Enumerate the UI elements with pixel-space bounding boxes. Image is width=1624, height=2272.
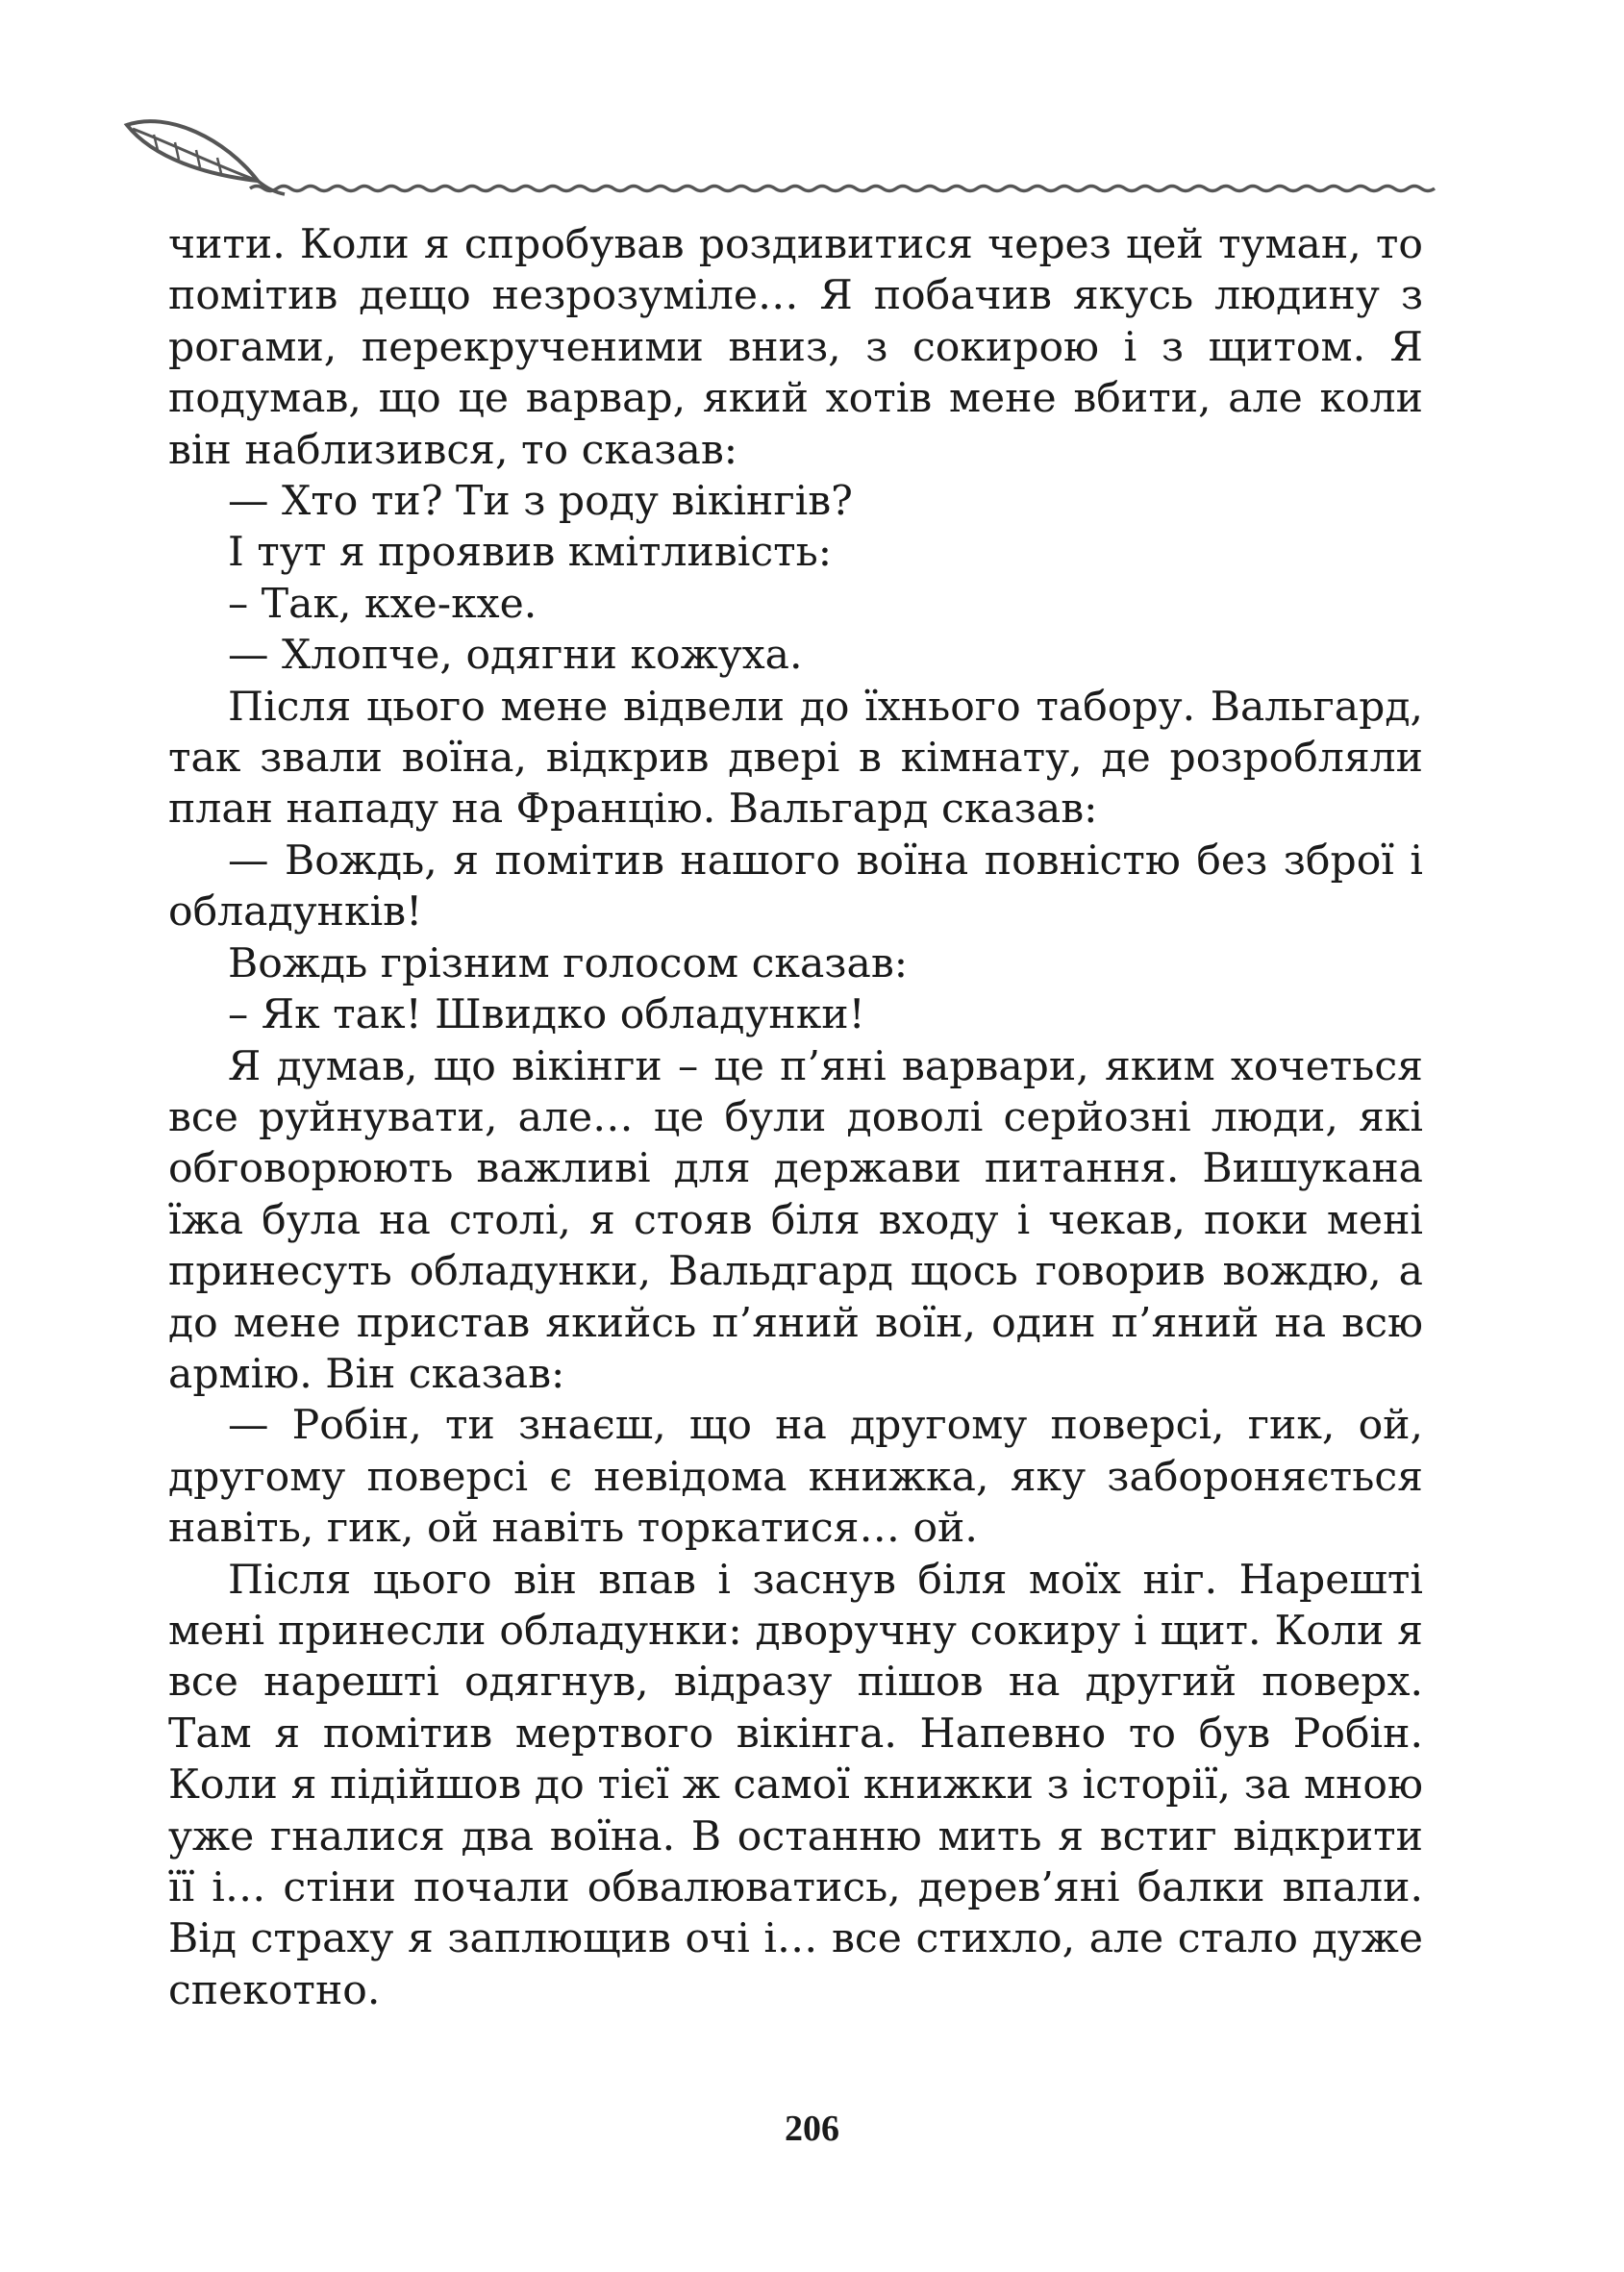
- paragraph: чити. Коли я спробував роздивитися через цей туман, то помітив дещо незрозуміле… Я побачив якусь людину з рогами, перекрученими вниз, з сокирою і з щитом. Я подумав, що це варвар, який хотів мене вбити, але коли він наблизився, то сказав:: [168, 221, 1423, 474]
- paragraph: Після цього мене відвели до їхнього табору. Вальгард, так звали воїна, відкрив двері в кімнату, де розробляли план нападу на Францію. Вальгард сказав:: [168, 683, 1423, 834]
- paragraph: І тут я проявив кмітливість:: [228, 529, 833, 577]
- paragraph: — Хто ти? Ти з роду вікінгів?: [228, 478, 853, 526]
- page-header-ornament: [115, 106, 1437, 202]
- paragraph: — Хлопче, одягни кожуха.: [228, 632, 803, 680]
- paragraph: — Робін, ти знаєш, що на другому поверсі, гик, ой, другому поверсі є невідома книжка, яку забороняється навіть, гик, ой навіть торкатися… ой.: [168, 1402, 1423, 1553]
- page-number: 206: [785, 2109, 839, 2149]
- paragraph: Після цього він впав і заснув біля моїх ніг. Нарешті мені принесли обладунки: дворучну сокиру і щит. Коли я все нарешті одягнув, відразу пішов на другий поверх. Там я помітив мертвого вікінга. Напевно то був Робін. Коли я підійшов до тієї ж самої книжки з історії, за мною уже гналися два воїна. В останню мить я встиг відкрити її і… стіни почали обвалюватись, дерев’яні балки впали. Від страху я заплющив очі і… все стихло, але стало дуже спекотно.: [168, 1556, 1423, 2014]
- paragraph: – Так, кхе-кхе.: [228, 580, 537, 628]
- paragraph: — Вождь, я помітив нашого воїна повністю без зброї і обладунків!: [168, 836, 1423, 936]
- body-text: [168, 219, 1423, 2016]
- wavy-line: [115, 106, 1437, 202]
- paragraph: Вождь грізним голосом сказав:: [228, 939, 909, 987]
- paragraph: – Як так! Швидко обладунки!: [228, 991, 865, 1039]
- paragraph: Я думав, що вікінги – це п’яні варвари, яким хочеться все руйнувати, але… це були доволі серйозні люди, які обговорюють важливі для держави питання. Вишукана їжа була на столі, я стояв біля входу і чекав, поки мені принесуть обладунки, Вальдгард щось говорив вождю, а до мене пристав якийсь п’яний воїн, один п’яний на всю армію. Він сказав:: [168, 1042, 1423, 1398]
